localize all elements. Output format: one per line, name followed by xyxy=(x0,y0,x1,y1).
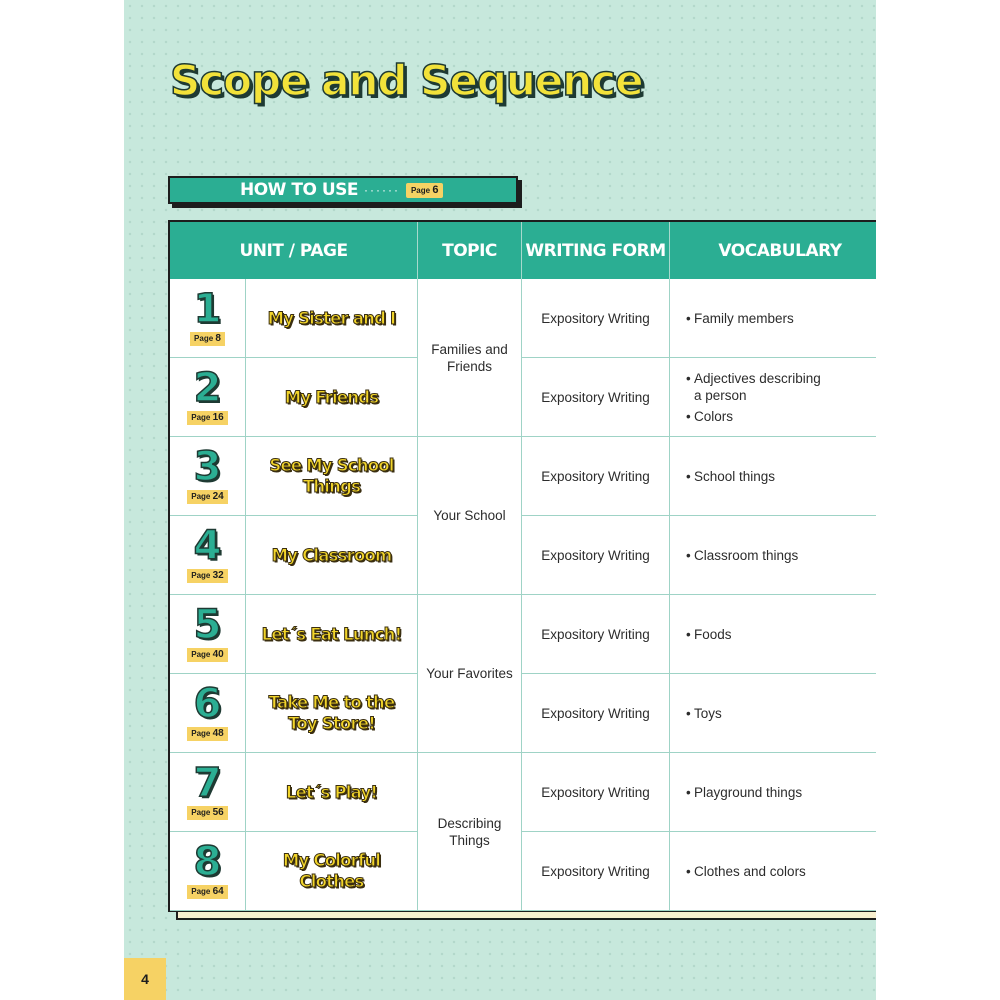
topic-cell xyxy=(418,437,522,595)
unit-page-number: 8 xyxy=(215,333,221,344)
vocabulary-text: School things xyxy=(694,468,776,484)
unit-number: 5 xyxy=(193,602,222,648)
unit-number-cell xyxy=(170,674,246,753)
vocabulary-cell xyxy=(670,437,876,516)
unit-page-tag xyxy=(187,885,227,899)
page-title: Scope and Sequence xyxy=(170,56,643,105)
writing-form: Expository Writing xyxy=(541,468,650,484)
vocabulary-cell xyxy=(670,832,876,911)
unit-number-cell xyxy=(170,358,246,437)
bullet-icon: • xyxy=(686,626,691,642)
vocabulary-text: Classroom things xyxy=(694,547,799,563)
topic-line: Your Favorites xyxy=(426,666,513,681)
unit-page-tag xyxy=(190,332,225,346)
writing-form: Expository Writing xyxy=(541,310,650,326)
unit-title-cell xyxy=(246,832,418,911)
unit-number: 6 xyxy=(193,681,222,727)
vocabulary-item xyxy=(686,468,775,485)
unit-page-number: 24 xyxy=(212,491,224,502)
vocabulary-item xyxy=(686,310,794,327)
page-number-footer: 4 xyxy=(124,958,166,1000)
vocabulary-list xyxy=(686,780,802,805)
unit-title xyxy=(275,387,389,408)
vocabulary-cell xyxy=(670,595,876,674)
page-word: Page xyxy=(191,492,211,501)
page-word: Page xyxy=(410,185,431,195)
unit-title xyxy=(273,850,390,892)
page-word: Page xyxy=(191,650,211,659)
header-unit-page: UNIT / PAGE xyxy=(170,222,418,279)
topic-text xyxy=(433,507,505,524)
vocabulary-item xyxy=(686,547,798,564)
topic-cell xyxy=(418,753,522,911)
how-to-use-label: HOW TO USE xyxy=(240,180,358,200)
vocabulary-text: Adjectives describing xyxy=(694,370,821,386)
how-to-use-page-tag xyxy=(406,183,443,198)
page-word: Page xyxy=(191,887,211,896)
vocabulary-list xyxy=(686,622,732,647)
unit-number: 7 xyxy=(193,760,222,806)
scope-sequence-table xyxy=(168,220,876,912)
writing-form-cell xyxy=(522,516,670,595)
bullet-icon: • xyxy=(686,468,691,484)
topic-cell xyxy=(418,279,522,437)
header-vocabulary: VOCABULARY xyxy=(670,222,876,279)
unit-number: 4 xyxy=(193,523,222,569)
vocabulary-item xyxy=(686,408,821,425)
unit-title-line: Let´s Eat Lunch! xyxy=(261,624,402,644)
bullet-icon: • xyxy=(686,310,691,326)
page-word: Page xyxy=(191,729,211,738)
unit-title-line: My Friends xyxy=(284,387,379,407)
vocabulary-cell xyxy=(670,279,876,358)
vocabulary-item xyxy=(686,863,806,880)
vocabulary-item xyxy=(686,784,802,801)
unit-title xyxy=(252,624,412,645)
topic-line: Things xyxy=(449,832,490,848)
how-to-use-banner xyxy=(168,176,518,204)
bullet-icon: • xyxy=(686,408,691,424)
writing-form-cell xyxy=(522,832,670,911)
vocabulary-text: Playground things xyxy=(694,784,803,800)
unit-title xyxy=(262,545,402,566)
page-number: 6 xyxy=(432,183,439,196)
vocabulary-text: Clothes and colors xyxy=(694,863,806,879)
unit-title-line: Things xyxy=(302,477,361,496)
unit-title xyxy=(276,782,387,803)
unit-number-cell xyxy=(170,279,246,358)
unit-title-cell xyxy=(246,595,418,674)
header-topic: TOPIC xyxy=(418,222,522,279)
bullet-icon: • xyxy=(686,863,691,879)
unit-title-line: My Sister and I xyxy=(267,308,396,328)
unit-page-tag xyxy=(187,727,227,741)
unit-title xyxy=(259,455,403,497)
unit-title-cell xyxy=(246,516,418,595)
unit-page-tag xyxy=(187,648,227,662)
vocabulary-list xyxy=(686,543,798,568)
writing-form: Expository Writing xyxy=(541,626,650,642)
topic-line: Friends xyxy=(446,358,492,374)
unit-title-line: Clothes xyxy=(299,872,364,891)
unit-page-tag xyxy=(187,806,227,820)
vocabulary-text: a person xyxy=(694,387,747,403)
unit-number: 1 xyxy=(193,286,222,332)
writing-form-cell xyxy=(522,437,670,516)
bullet-icon: • xyxy=(686,370,691,386)
vocabulary-item xyxy=(686,370,821,404)
unit-number-cell xyxy=(170,832,246,911)
leader-dots: ······ xyxy=(363,183,400,197)
vocabulary-cell xyxy=(670,674,876,753)
unit-title-cell xyxy=(246,279,418,358)
unit-number: 3 xyxy=(193,444,222,490)
unit-page-tag xyxy=(187,490,227,504)
writing-form-cell xyxy=(522,674,670,753)
bullet-icon: • xyxy=(686,784,691,800)
writing-form-cell xyxy=(522,279,670,358)
unit-number: 8 xyxy=(193,839,222,885)
vocabulary-item xyxy=(686,705,722,722)
unit-number-cell xyxy=(170,595,246,674)
unit-page-number: 32 xyxy=(212,570,224,581)
header-writing-form: WRITING FORM xyxy=(522,222,670,279)
unit-page-number: 16 xyxy=(212,412,224,423)
writing-form: Expository Writing xyxy=(541,389,650,405)
unit-page-tag xyxy=(187,411,227,425)
vocabulary-cell xyxy=(670,516,876,595)
unit-page-number: 40 xyxy=(212,649,224,660)
unit-number-cell xyxy=(170,753,246,832)
unit-page-tag xyxy=(187,569,227,583)
topic-line: Your School xyxy=(433,508,506,523)
vocabulary-text: Toys xyxy=(694,705,722,721)
topic-cell xyxy=(418,595,522,753)
vocabulary-text: Family members xyxy=(694,310,794,326)
unit-title-cell xyxy=(246,358,418,437)
unit-title xyxy=(258,308,406,329)
page-word: Page xyxy=(194,334,214,343)
topic-text xyxy=(431,341,508,375)
writing-form: Expository Writing xyxy=(541,547,650,563)
bullet-icon: • xyxy=(686,547,691,563)
vocabulary-cell xyxy=(670,753,876,832)
unit-number-cell xyxy=(170,516,246,595)
unit-title-cell xyxy=(246,674,418,753)
writing-form-cell xyxy=(522,358,670,437)
page-word: Page xyxy=(191,808,211,817)
page-word: Page xyxy=(191,413,211,422)
vocabulary-list xyxy=(686,366,821,429)
topic-text xyxy=(438,815,502,849)
topic-text xyxy=(426,665,513,682)
vocabulary-list xyxy=(686,859,806,884)
topic-line: Describing xyxy=(437,815,502,831)
unit-title-line: Take Me to the xyxy=(268,693,395,712)
vocabulary-list xyxy=(686,306,794,331)
unit-page-number: 56 xyxy=(212,807,224,818)
unit-title-line: See My School xyxy=(269,456,394,475)
writing-form: Expository Writing xyxy=(541,784,650,800)
unit-title-cell xyxy=(246,753,418,832)
writing-form-cell xyxy=(522,753,670,832)
vocabulary-text: Foods xyxy=(694,626,732,642)
vocabulary-cell xyxy=(670,358,876,437)
vocabulary-list xyxy=(686,464,775,489)
topic-line: Families and xyxy=(431,341,508,357)
unit-page-number: 48 xyxy=(212,728,224,739)
unit-title xyxy=(259,692,405,734)
unit-number-cell xyxy=(170,437,246,516)
vocabulary-text: Colors xyxy=(694,408,734,424)
vocabulary-item xyxy=(686,626,732,643)
writing-form-cell xyxy=(522,595,670,674)
unit-page-number: 64 xyxy=(212,886,224,897)
unit-title-line: My Classroom xyxy=(271,545,392,565)
page-sheet xyxy=(124,0,876,1000)
writing-form: Expository Writing xyxy=(541,863,650,879)
bullet-icon: • xyxy=(686,705,691,721)
writing-form: Expository Writing xyxy=(541,705,650,721)
unit-title-line: Let´s Play! xyxy=(285,782,378,802)
vocabulary-list xyxy=(686,701,722,726)
unit-title-line: Toy Store! xyxy=(288,714,375,733)
unit-number: 2 xyxy=(193,365,222,411)
unit-title-line: My Colorful xyxy=(282,851,381,870)
page-word: Page xyxy=(191,571,211,580)
unit-title-cell xyxy=(246,437,418,516)
